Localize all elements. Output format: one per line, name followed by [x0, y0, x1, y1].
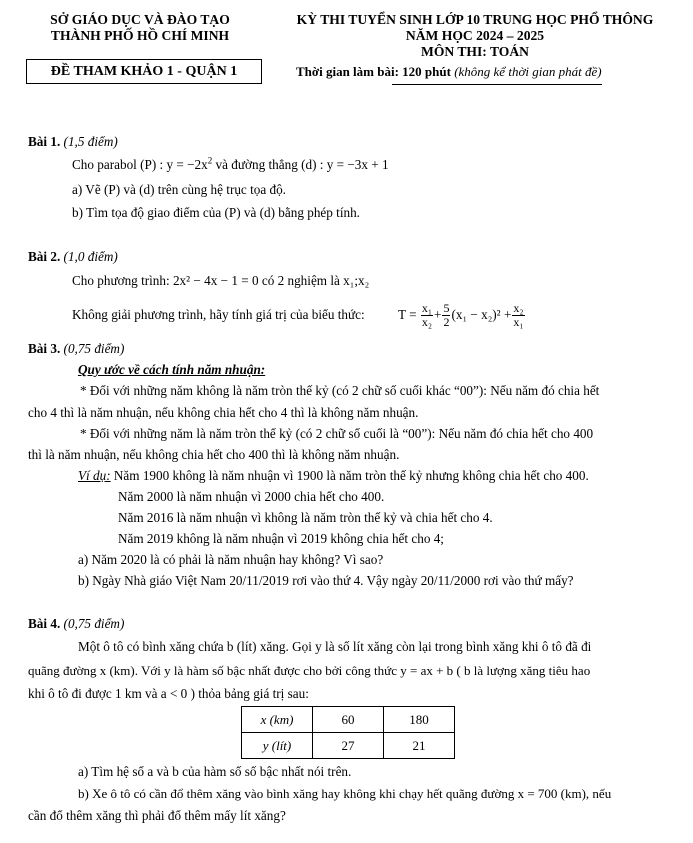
line-eq: (d) : y = −3x + 1	[301, 157, 389, 172]
bai4-title: Bài 4.	[28, 616, 61, 631]
city-name: THÀNH PHỐ HỒ CHÍ MINH	[50, 28, 230, 43]
bai3-title: Bài 3.	[28, 341, 61, 356]
example-1	[78, 468, 589, 484]
table-row	[242, 707, 455, 733]
bai1-intro-a: Cho parabol	[72, 157, 141, 172]
bai2-expr-prefix: Không giải phương trình, hãy tính giá trị của biểu thức:	[72, 307, 365, 322]
leap-rule-title: Quy ước về cách tính năm nhuận:	[78, 362, 266, 377]
example-1-text: Năm 1900 không là năm nhuận vì 1900 là năm tròn thế kỷ nhưng không chia hết cho 400.	[113, 468, 589, 483]
bai4-para1: Một ô tô có bình xăng chứa b (lít) xăng. Gọi y là số lít xăng còn lại trong bình xăng khi ô tô đã đi	[78, 639, 592, 654]
bai2-eq-prefix: Cho phương trình:	[72, 273, 173, 288]
exam-badge-label: ĐỀ THAM KHẢO 1 - QUẬN 1	[50, 64, 238, 79]
bai2-expression	[72, 307, 365, 323]
bai2-title: Bài 2.	[28, 249, 61, 264]
bai4-question-b-line1: b) Xe ô tô có cần đổ thêm xăng vào bình xăng hay không khi chạy hết quãng đường x = 700 (km), nếu	[78, 786, 612, 801]
time-note: (không kể thời gian phát đề)	[454, 64, 602, 79]
frac3-num: x₂	[513, 301, 524, 316]
example-2: Năm 2000 là năm nhuận vì 2000 chia hết cho 400.	[118, 489, 385, 504]
rule1-line2: cho 4 thì là năm nhuận, nếu không chia hết cho 4 thì là không năm nhuận.	[28, 405, 419, 420]
bai4-question-a: a) Tìm hệ số a và b của hàm số số bậc nhất nói trên.	[78, 764, 352, 779]
vidu-label: Ví dụ:	[78, 468, 111, 483]
frac-5-over-2	[442, 302, 450, 329]
frac3-den: x₁	[513, 315, 524, 330]
value-table	[241, 706, 455, 759]
table-row	[242, 733, 455, 759]
bai1-title: Bài 1.	[28, 134, 61, 149]
bai3-points: (0,75 điểm)	[63, 341, 125, 356]
bai4-question-b-line2: cần đổ thêm xăng thì phải đổ thêm mấy lít xăng?	[28, 808, 286, 823]
table-cell: 27	[313, 733, 384, 759]
bai1-item-b: b) Tìm tọa độ giao điểm của (P) và (d) bằng phép tính.	[72, 205, 360, 220]
table-cell: 21	[384, 733, 455, 759]
frac2-den: 2	[443, 315, 450, 330]
department-name: SỞ GIÁO DỤC VÀ ĐÀO TẠO	[50, 12, 230, 27]
bai2-heading	[28, 249, 118, 265]
school-year: NĂM HỌC 2024 – 2025	[405, 28, 545, 43]
table-cell: y (lít)	[242, 733, 313, 759]
bai3-question-a: a) Năm 2020 là có phải là năm nhuận hay không? Vì sao?	[78, 552, 384, 567]
bai3-heading	[28, 341, 124, 357]
bai4-para3: khi ô tô đi được 1 km và a < 0 ) thỏa bảng giá trị sau:	[28, 686, 309, 701]
header-underline	[392, 84, 602, 85]
T-label: T =	[398, 307, 417, 322]
rule2-line1: * Đối với những năm là năm tròn thế kỷ (có 2 chữ số cuối là “00”): Nếu năm đó chia hết cho 400	[80, 426, 594, 441]
exam-badge	[26, 59, 262, 84]
frac1-num: x₁	[421, 301, 433, 316]
table-cell: 60	[313, 707, 384, 733]
bai1-item-a: a) Vẽ (P) và (d) trên cùng hệ trục tọa độ.	[72, 182, 286, 197]
bai4-heading	[28, 616, 124, 632]
parabola-eq: (P) : y = −2x	[140, 157, 208, 172]
frac-x2-over-x1	[512, 302, 524, 329]
time-info	[296, 64, 602, 80]
bai1-intro	[72, 157, 389, 173]
bai3-question-b: b) Ngày Nhà giáo Việt Nam 20/11/2019 rơi vào thứ 4. Vậy ngày 20/11/2000 rơi vào thứ mấy?	[78, 573, 574, 588]
table-cell: 180	[384, 707, 455, 733]
rule1-line1: * Đối với những năm không là năm tròn thế kỷ (có 2 chữ số cuối khác “00”): Nếu năm đó chia hết	[80, 383, 600, 398]
bai1-intro-b: và đường thẳng	[212, 157, 302, 172]
bai4-para2: quãng đường x (km). Với y là hàm số bậc nhất được cho bởi công thức y = ax + b ( b là lượng xăng tiêu hao	[28, 663, 591, 678]
rule2-line2: thì là năm nhuận, nếu không chia hết cho 400 thì là không năm nhuận.	[28, 447, 400, 462]
table-cell: x (km)	[242, 707, 313, 733]
bai2-eq: 2x² − 4x − 1 = 0	[172, 273, 259, 288]
subject: MÔN THI: TOÁN	[420, 44, 529, 59]
parabola-exp: 2	[207, 155, 213, 166]
frac2-num: 5	[443, 301, 450, 316]
frac1-den: x₂	[421, 315, 433, 330]
example-4: Năm 2019 không là năm nhuận vì 2019 không chia hết cho 4;	[118, 531, 444, 546]
frac-x1-over-x2	[421, 302, 433, 329]
bai1-points: (1,5 điểm)	[63, 134, 118, 149]
time-label: Thời gian làm bài: 120 phút	[296, 64, 451, 79]
exam-title: KỲ THI TUYỂN SINH LỚP 10 TRUNG HỌC PHỔ THÔNG	[296, 12, 654, 27]
bai2-eq-suffix: có 2 nghiệm là x₁;x₂	[258, 273, 370, 288]
mid-term: (x₁ − x₂)²	[451, 307, 501, 322]
bai1-heading	[28, 134, 118, 150]
example-3: Năm 2016 là năm nhuận vì không là năm tròn thế kỷ và chia hết cho 4.	[118, 510, 493, 525]
expression-T: T = $\frac{\text{x₁}}{\text{x₂}}$ + $\frac{5}{2}$ (x₁ − x₂)² + $\frac{\text{x₂}}{\text{x₁}}$	[398, 301, 524, 330]
bai2-points: (1,0 điểm)	[63, 249, 118, 264]
bai2-equation	[72, 273, 369, 289]
bai4-points: (0,75 điểm)	[63, 616, 125, 631]
